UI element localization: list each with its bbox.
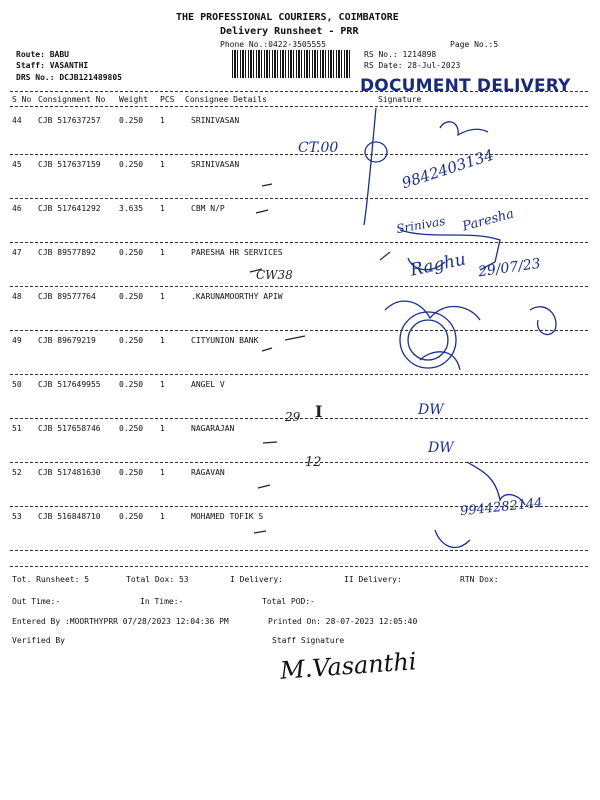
handwritten-note: 12 — [305, 455, 322, 470]
handwritten-phone: 9842403134 — [399, 145, 496, 193]
cell-wt: 3.635 — [119, 204, 144, 213]
cell-name: RAGAVAN — [191, 468, 225, 477]
cell-pcs: 1 — [160, 336, 165, 345]
cell-pcs: 1 — [160, 248, 165, 257]
cell-cn: CJB 517658746 — [38, 424, 101, 433]
summary-rule — [10, 566, 588, 567]
staff-signature-label: Staff Signature — [272, 636, 345, 645]
cell-name: MOHAMED TOFIK S — [191, 512, 264, 521]
cell-cn: CJB 517481630 — [38, 468, 101, 477]
pen-stroke — [530, 307, 556, 335]
drs-number: DRS No.: DCJB121489805 — [16, 73, 122, 82]
cell-cn: CJB 517637159 — [38, 160, 101, 169]
cell-sno: 46 — [12, 204, 22, 213]
pen-stroke — [440, 122, 488, 135]
handwritten-initials: DW — [428, 440, 454, 456]
col-consignment: Consignment No — [38, 95, 106, 104]
rs-date: RS Date: 28-Jul-2023 — [364, 61, 461, 70]
pen-circle — [365, 142, 387, 162]
cell-sno: 44 — [12, 116, 22, 125]
phone-number: Phone No.:0422-3505555 — [220, 40, 326, 49]
route: Route: BABU — [16, 50, 69, 59]
cell-name: PARESHA HR SERVICES — [191, 248, 283, 257]
rtn-dox: RTN Dox: — [460, 575, 499, 584]
cell-name: CITYUNION BANK — [191, 336, 259, 345]
col-pcs: PCS — [160, 95, 175, 104]
cell-sno: 51 — [12, 424, 22, 433]
cell-pcs: 1 — [160, 380, 165, 389]
cell-pcs: 1 — [160, 116, 165, 125]
handwritten-name: Srinivas — [395, 213, 447, 237]
cell-pcs: 1 — [160, 292, 165, 301]
cell-sno: 53 — [12, 512, 22, 521]
total-pod: Total POD:- — [262, 597, 315, 606]
cell-cn: CJB 89679219 — [38, 336, 96, 345]
cell-wt: 0.250 — [119, 512, 144, 521]
cell-wt: 0.250 — [119, 292, 144, 301]
in-time: In Time:- — [140, 597, 184, 606]
staff-signature: M.Vasanthi — [279, 647, 418, 685]
cell-cn: CJB 89577764 — [38, 292, 96, 301]
cell-sno: 48 — [12, 292, 22, 301]
cell-pcs: 1 — [160, 204, 165, 213]
handwritten-name: Paresha — [460, 206, 516, 235]
document-delivery-stamp: DOCUMENT DELIVERY — [360, 76, 571, 96]
pen-stroke — [420, 352, 460, 370]
col-weight: Weight — [119, 95, 148, 104]
cell-pcs: 1 — [160, 424, 165, 433]
handwritten-note: I — [315, 402, 323, 421]
cell-cn: CJB 516848710 — [38, 512, 101, 521]
handwritten-note: 29 — [285, 410, 301, 424]
rs-number: RS No.: 1214898 — [364, 50, 437, 59]
ii-delivery: II Delivery: — [344, 575, 402, 584]
cell-wt: 0.250 — [119, 380, 144, 389]
i-delivery: I Delivery: — [230, 575, 283, 584]
document-title: Delivery Runsheet - PRR — [220, 26, 359, 37]
page-number: Page No.:5 — [450, 40, 499, 49]
cell-name: NAGARAJAN — [191, 424, 235, 433]
cell-cn: CJB 517641292 — [38, 204, 101, 213]
col-consignee: Consignee Details — [185, 95, 267, 104]
pen-stroke — [435, 530, 470, 547]
out-time: Out Time:- — [12, 597, 61, 606]
handwritten-signature: Raghu — [408, 249, 468, 281]
staff: Staff: VASANTHI — [16, 61, 89, 70]
total-runsheet: Tot. Runsheet: 5 — [12, 575, 90, 584]
handwritten-date: 29/07/23 — [477, 255, 542, 281]
cell-sno: 45 — [12, 160, 22, 169]
printed-on: Printed On: 28-07-2023 12:05:40 — [268, 617, 418, 626]
cell-name: .KARUNAMOORTHY APIW — [191, 292, 283, 301]
cell-wt: 0.250 — [119, 336, 144, 345]
total-dox: Total Dox: 53 — [126, 575, 189, 584]
cell-sno: 52 — [12, 468, 22, 477]
cell-name: CBM N/P — [191, 204, 225, 213]
pen-stroke — [364, 108, 376, 225]
col-signature: Signature — [378, 95, 422, 104]
cell-cn: CJB 517649955 — [38, 380, 101, 389]
cell-sno: 50 — [12, 380, 22, 389]
handwritten-note: CW38 — [256, 268, 293, 282]
cell-cn: CJB 89577892 — [38, 248, 96, 257]
cell-pcs: 1 — [160, 468, 165, 477]
cell-pcs: 1 — [160, 160, 165, 169]
cell-wt: 0.250 — [119, 116, 144, 125]
cell-cn: CJB 517637257 — [38, 116, 101, 125]
cell-name: SRINIVASAN — [191, 160, 240, 169]
col-sno: S No — [12, 95, 32, 104]
cell-wt: 0.250 — [119, 248, 144, 257]
cell-name: ANGEL V — [191, 380, 225, 389]
cell-name: SRINIVASAN — [191, 116, 240, 125]
handwritten-initials: DW — [418, 402, 444, 418]
cell-sno: 49 — [12, 336, 22, 345]
handwritten-phone: 9944282144 — [459, 495, 544, 520]
pen-stroke — [385, 301, 480, 320]
handwritten-note: CT.00 — [298, 140, 339, 156]
cell-pcs: 1 — [160, 512, 165, 521]
cell-wt: 0.250 — [119, 424, 144, 433]
cell-wt: 0.250 — [119, 160, 144, 169]
entered-by: Entered By :MOORTHYPRR 07/28/2023 12:04:36 PM — [12, 617, 229, 626]
cell-wt: 0.250 — [119, 468, 144, 477]
cell-sno: 47 — [12, 248, 22, 257]
company-name: THE PROFESSIONAL COURIERS, COIMBATORE — [176, 12, 399, 23]
verified-by: Verified By — [12, 636, 65, 645]
